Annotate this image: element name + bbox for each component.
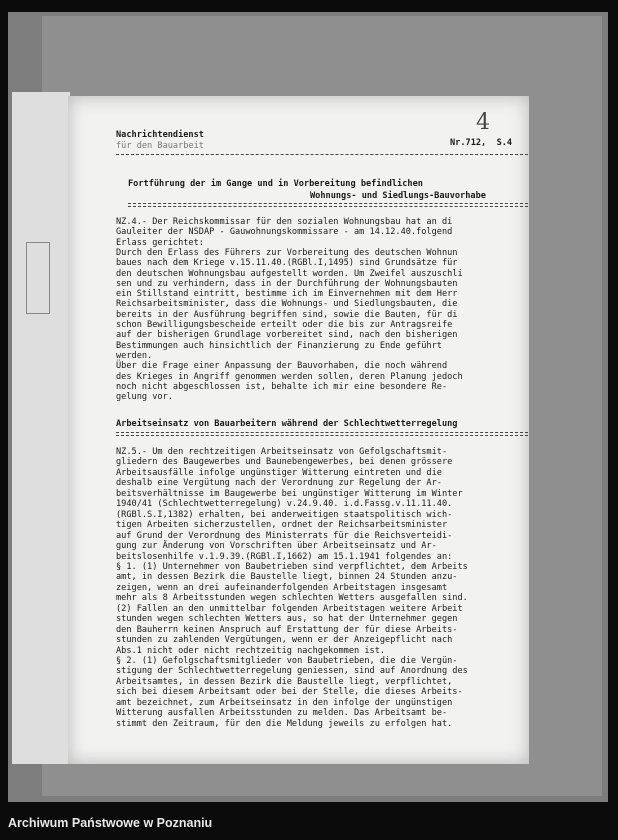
- section1-lines-text-line: Gauleiter der NSDAP - Gauwohnungskommissare - am 14.12.40.folgend: [116, 227, 453, 238]
- section2-lines-text-line: mehr als 8 Arbeitsstunden wegen schlechten Wetters ausgefallen sind.: [116, 593, 468, 604]
- section2-lines-text-line: amt, in dessen Bezirk die Baustelle liegt, binnen 24 Stunden anzu-: [116, 572, 458, 583]
- archive-credit: Archiwum Państwowe w Poznaniu: [8, 816, 213, 830]
- section2-lines-text-line: zeigen, wenn an drei aufeinanderfolgenden Arbeitstagen insgesamt: [116, 582, 448, 593]
- section2-lines-text-line: stigung der Schlechtwetterregelung geniessen, sind auf Anordnung des: [116, 666, 468, 677]
- section1-lines-text-line: Bestimmungen auch hinsichtlich der Finanzierung zu Ende geführt: [116, 340, 442, 351]
- section2-lines-text-line: § 1. (1) Unternehmer von Baubetrieben sind verpflichtet, dem Arbeits: [116, 561, 468, 572]
- section2-lines-text-line: gliedern des Baugewerbes und Baunebengewerbes, bei denen grössere: [116, 457, 453, 468]
- section2-title: Arbeitseinsatz von Bauarbeitern während der Schlechtwetterregelung: [116, 419, 458, 429]
- section1-lines-text-line: sen und zu verhindern, dass in der Durchführung der Wohnungsbauten: [116, 278, 458, 289]
- section2-lines-text-line: amt bezeichnet, zum Arbeitseinsatz in den infolge der ungünstigen: [116, 697, 453, 708]
- section1-lines-text-line: ein Stillstand eintritt, bestimme ich im Einvernehmen mit dem Herr: [116, 289, 458, 300]
- section2-lines-text-line: stunden zu zahlenden Vergütungen, wenn er der Anzeigepflicht nach: [116, 635, 453, 646]
- previous-page-edge: [12, 92, 70, 764]
- section1-title-rule-double: [128, 206, 528, 207]
- handwritten-page-number: 4: [476, 110, 490, 135]
- header-publication-name: Nachrichtendienst: [116, 130, 204, 140]
- section1-lines-text-line: baues nach dem Kriege v.15.11.40.(RGBl.I,1495) sind Grundsätze für: [116, 258, 458, 269]
- section1-lines-text-line: Durch den Erlass des Führers zur Vorbereitung des deutschen Wohnun: [116, 247, 458, 258]
- section1-lines-text-line: Erlass gerichtet:: [116, 237, 204, 248]
- section1-title-line1: Fortführung der im Gange und in Vorbereitung befindlichen: [128, 179, 423, 189]
- section1-lines-text-line: noch nicht abgeschlossen ist, behalte ich mir eine besondere Re-: [116, 381, 448, 392]
- section1-title-line2: Wohnungs- und Siedlungs-Bauvorhabe: [310, 191, 486, 201]
- section1-lines-text-line: den deutschen Wohnungsbau aufgestellt worden. Um Zweifel auszuschli: [116, 268, 463, 279]
- section2-lines-text-line: Witterung ausfallen Arbeitsstunden zu melden. Das Arbeitsamt be-: [116, 708, 448, 719]
- section2-lines-text-line: § 2. (1) Gefolgschaftsmitglieder von Baubetrieben, die die Vergün-: [116, 656, 458, 666]
- header-divider: [116, 154, 528, 155]
- section2-lines-text-line: Abs.1 nicht oder nicht rechtzeitig nachgekommen ist.: [116, 645, 386, 656]
- section2-lines-text-line: beitslosenhilfe v.1.9.39.(RGBl.I,1662) am 15.1.1941 folgendes an:: [116, 551, 453, 562]
- section1-lines-text-line: bereits in der Ausführung begriffen sind, sowie die Bauten, für di: [116, 309, 458, 320]
- section2-lines-text-line: stunden wegen schlechten Wetters aus, so hat der Unternehmer gegen: [116, 614, 458, 625]
- section1-lines-text-line: werden.: [116, 350, 153, 361]
- section2-lines-text-line: auf Grund der Verordnung des Ministerrats für die Reichsverteidi-: [116, 530, 453, 541]
- section2-lines-text-line: NZ.5.- Um den rechtzeitigen Arbeitseinsatz von Gefolgschaftsmit-: [116, 447, 448, 457]
- section2-lines-text-line: tigen Arbeiten sicherzustellen, ordnet der Reichsarbeitsminister: [116, 520, 448, 531]
- section2-lines-text-line: 1940/41 (Schlechtwetterregelung) v.24.9.40. i.d.Fassg.v.11.11.40.: [116, 499, 453, 510]
- section1-lines-text-line: Über die Frage einer Anpassung der Bauvorhaben, die noch während: [116, 361, 448, 372]
- section1-lines-text-line: gelung vor.: [116, 392, 173, 403]
- header-issue-number: Nr.712, S.4: [450, 138, 513, 148]
- archive-stamp-mark: [26, 242, 50, 314]
- section2-lines-text-line: (RGBl.S.I,1382) erhalten, bei anderweitigen staatspolitisch wich-: [116, 509, 453, 520]
- section1-lines-text-line: Reichsarbeitsminister, dass die Wohnungs- und Siedlungsbauten, die: [116, 299, 458, 310]
- section1-title-rule: [128, 203, 528, 204]
- section1-lines-text-line: auf der bisherigen Grundlage vorbereitet sind, nach den bisherigen: [116, 330, 458, 341]
- section2-lines-text-line: Arbeitsausfälle infolge ungünstiger Witterung eintreten und die: [116, 467, 442, 478]
- section1-lines-text-line: NZ.4.- Der Reichskommissar für den sozialen Wohnungsbau hat an di: [116, 217, 453, 227]
- section1-lines-text-line: schon Bewilligungsbescheide erteilt oder die bis zur Antragsreife: [116, 320, 453, 330]
- section2-lines-text-line: gung zur Änderung von Vorschriften über Arbeitseinsatz und Ar-: [116, 541, 437, 552]
- section2-lines-text-line: (2) Fallen an den unmittelbar folgenden Arbeitstagen weitere Arbeit: [116, 603, 463, 614]
- section2-lines-text-line: sich bei diesem Arbeitsamt oder bei der Stelle, die dieses Arbeits-: [116, 687, 463, 698]
- header-publication-subtitle: für den Bauarbeit: [116, 141, 204, 151]
- section2-title-rule-double: [116, 435, 528, 436]
- section2-title-rule: [116, 432, 528, 433]
- section1-lines-text-line: des Krieges in Angriff genommen werden sollen, deren Planung jedoch: [116, 371, 463, 382]
- section2-lines-text-line: Arbeitsamtes, in dessen Bezirk die Baustelle liegt, verpflichtet,: [116, 676, 453, 687]
- section2-lines-text-line: beitsverhältnisse im Baugewerbe bei ungünstiger Witterung im Winter: [116, 488, 463, 499]
- section2-lines-text-line: den Bauherrn keinen Anspruch auf Erstattung der für diese Arbeits-: [116, 624, 458, 635]
- section2-lines-text-line: stimmt den Zeitraum, für den die Meldung jeweils zu erfolgen hat.: [116, 718, 453, 729]
- section2-lines-text-line: deshalb eine Vergütung nach der Verordnung zur Regelung der Ar-: [116, 478, 442, 489]
